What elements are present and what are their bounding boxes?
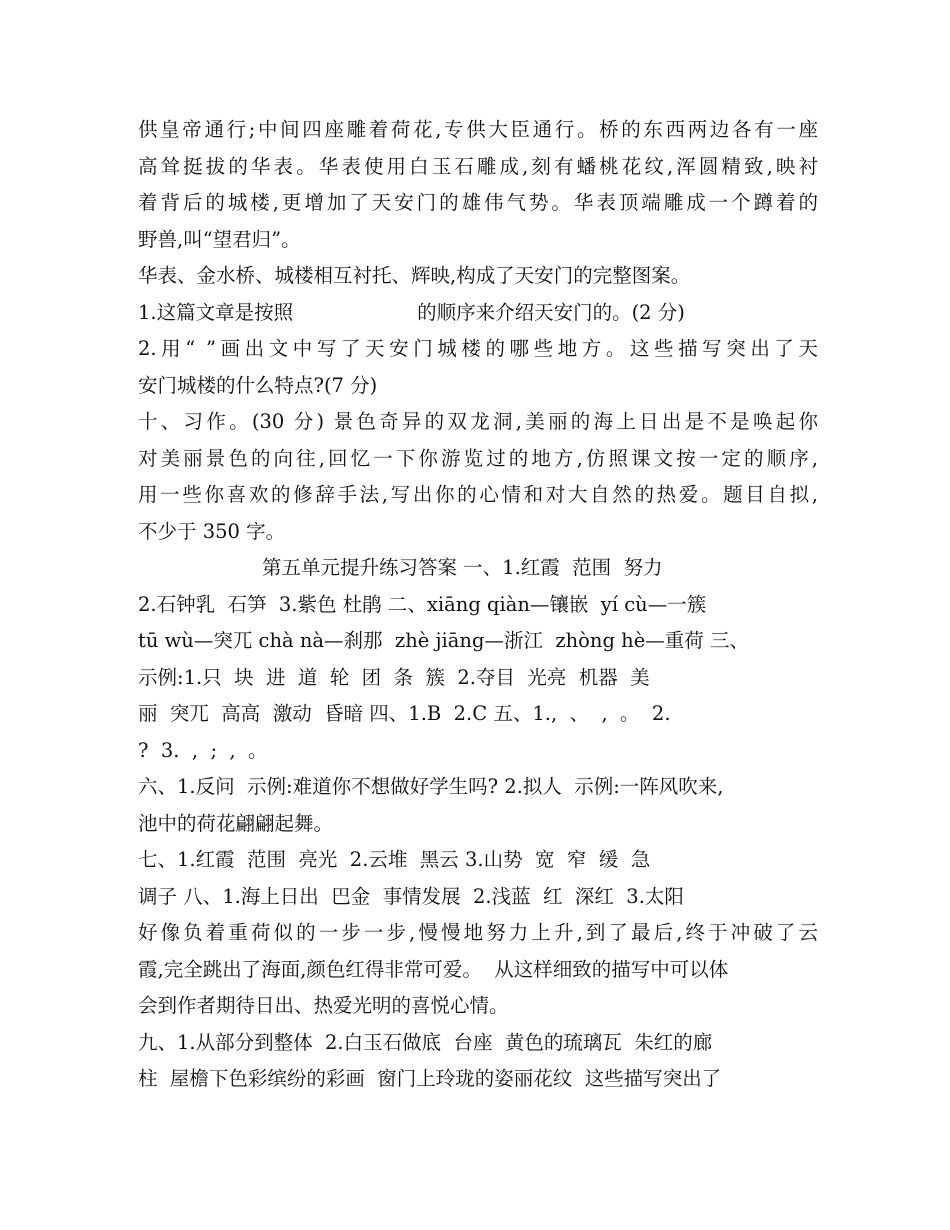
text-line: 华表、金水桥、城楼相互衬托、辉映,构成了天安门的完整图案。 xyxy=(138,264,691,287)
answer-line: 九、1.从部分到整体 2.白玉石做底 台座 黄色的琉璃瓦 朱红的廊 xyxy=(138,1030,713,1054)
text-line: 对美丽景色的向往,回忆一下你游览过的地方,仿照课文按一定的顺序, xyxy=(138,446,818,470)
answer-line: ? 3. , ; , 。 xyxy=(138,738,268,762)
text-line: 着背后的城楼,更增加了天安门的雄伟气势。华表顶端雕成一个蹲着的 xyxy=(138,191,818,214)
answer-line: 六、1.反问 示例:难道你不想做好学生吗? 2.拟人 示例:一阵风吹来, xyxy=(138,775,724,798)
answer-line: 池中的荷花翩翩起舞。 xyxy=(138,811,334,835)
composition-heading: 十、习作。(30 分) 景色奇异的双龙洞,美丽的海上日出是不是唤起你 xyxy=(138,410,818,433)
answer-line: 好像负着重荷似的一步一步,慢慢地努力上升,到了最后,终于冲破了云 xyxy=(138,921,818,944)
document-page xyxy=(138,112,818,1098)
text-line: 安门城楼的什么特点?(7 分) xyxy=(138,373,378,397)
question-2: 2.用“ ”画出文中写了天安门城楼的哪些地方。这些描写突出了天 xyxy=(138,337,818,360)
text-line: 野兽,叫“望君归”。 xyxy=(138,227,301,251)
answer-line: 七、1.红霞 范围 亮光 2.云堆 黑云 3.山势 宽 窄 缓 急 xyxy=(138,848,651,871)
text-line: 高耸挺拔的华表。华表使用白玉石雕成,刻有蟠桃花纹,浑圆精致,映衬 xyxy=(138,154,818,178)
answer-line: 柱 屋檐下色彩缤纷的彩画 窗门上玲珑的姿丽花纹 这些描写突出了 xyxy=(138,1067,722,1090)
text-line: 供皇帝通行;中间四座雕着荷花,专供大臣通行。桥的东西两边各有一座 xyxy=(138,118,818,141)
answer-line: 调子 八、1.海上日出 巴金 事情发展 2.浅蓝 红 深红 3.太阳 xyxy=(138,884,684,908)
answer-line: 示例:1.只 块 进 道 轮 团 条 簇 2.夺目 光亮 机器 美 xyxy=(138,665,650,689)
answer-title: 第五单元提升练习答案 一、1.红霞 范围 努力 xyxy=(138,556,663,579)
answer-line: 丽 突兀 高高 激动 昏暗 四、1.B 2.C 五、1., 、 , 。 2. xyxy=(138,702,671,725)
question-1: 1.这篇文章是按照 的顺序来介绍天安门的。(2 分) xyxy=(138,300,685,324)
text-line: 用一些你喜欢的修辞手法,写出你的心情和对大自然的热爱。题目自拟, xyxy=(138,483,818,506)
text-line: 不少于 350 字。 xyxy=(138,519,286,543)
answer-line: tū wù—突兀 chà nà—刹那 zhè jiāng—浙江 zhòng hè—重荷 三、 xyxy=(138,629,749,652)
answer-line: 2.石钟乳 石笋 3.紫色 杜鹃 二、xiāng qiàn—镶嵌 yí cù—一簇 xyxy=(138,592,707,616)
answer-line: 会到作者期待日出、热爱光明的喜悦心情。 xyxy=(138,994,509,1017)
answer-line: 霞,完全跳出了海面,颜色红得非常可爱。 从这样细致的描写中可以体 xyxy=(138,957,729,981)
